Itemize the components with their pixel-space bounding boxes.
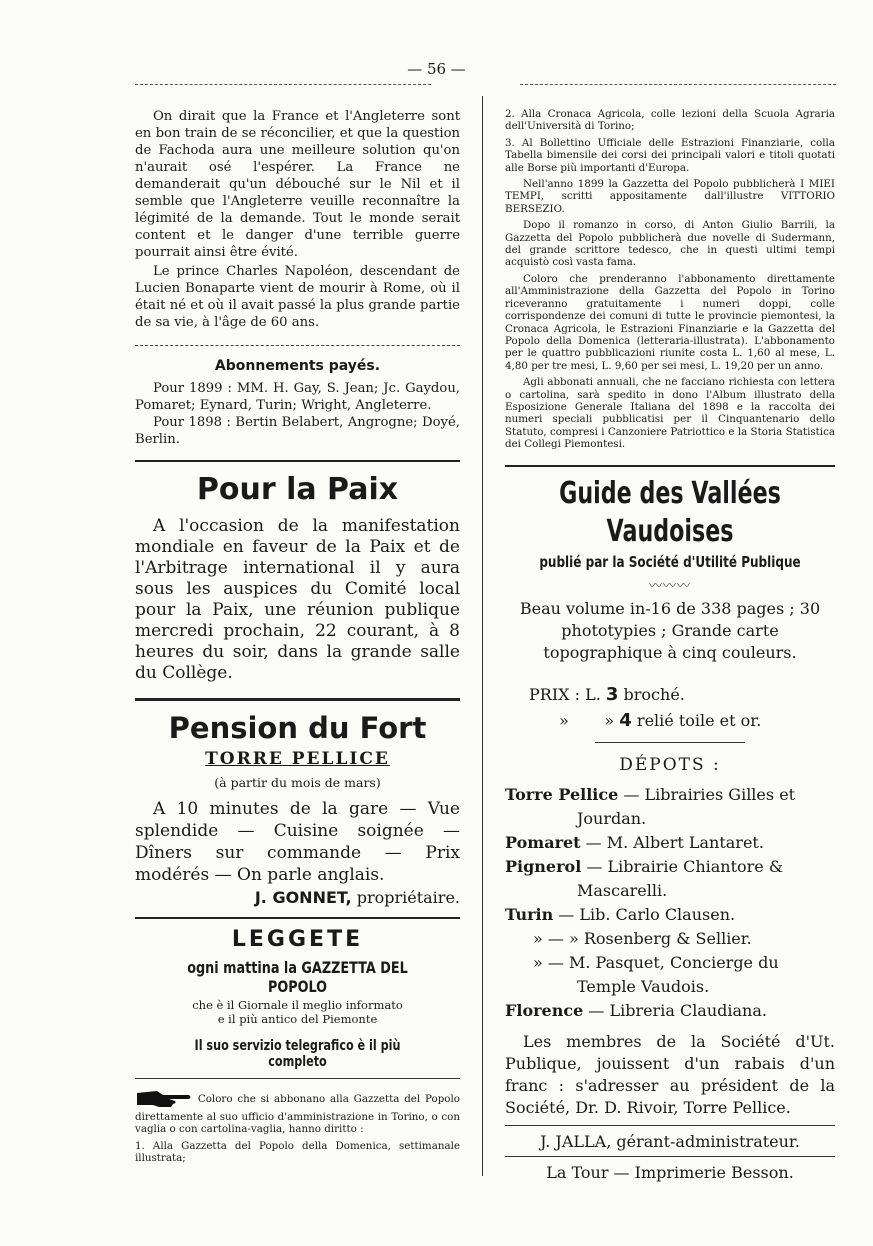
leggete-item-1: 1. Alla Gazzetta del Popolo della Domenica, settimanale illustrata; [135, 1139, 460, 1165]
gerant: J. JALLA, gérant-administrateur. [540, 1131, 800, 1151]
pension-title: Pension du Fort [168, 711, 427, 745]
guide-title: Guide des Vallées Vaudoises [559, 475, 781, 549]
prix-broche-value: 3 [605, 683, 619, 705]
prix-broche [529, 682, 835, 708]
paix-title: Pour la Paix [196, 472, 399, 507]
separator [135, 698, 460, 701]
paragraph-album: Agli abbonati annuali, che ne facciano richiesta con lettera o cartolina, sarà spedito in dono l'Album illustrato della Esposizione Generale Italiana del 1898 e la raccolta dei numeri speciali pubblicatisi per il Cinquantenario dello Statuto, compresi i Canzoniere Patriottico e la Storia Statistica dei Collegi Piemontesi. [505, 376, 835, 451]
prix-block [505, 682, 835, 734]
news-napoleon: Le prince Charles Napoléon, descendant de Lucien Bonaparte vient de mourir à Rome, où il était né et où il avait passé la plus grande partie de sa vie, à l'âge de 60 ans. [135, 264, 460, 330]
depot-text: — Libreria Claudiana. [583, 1000, 767, 1020]
abonnements-title: Abonnements payés. [214, 358, 381, 374]
separator [135, 345, 460, 346]
paragraph-coloro: Coloro che prenderanno l'abbonamento direttamente all'Amministrazione della Gazzetta del Popolo in Torino riceveranno gratuitamente i numeri doppi, colle corrispondenze dei comuni di tutte le provincie piemontesi, la Cronaca Agricola, le Estrazioni Finanziarie e la Gazzetta del Popolo della Domenica (letteraria-illustrata). L'abbonamento per le quattro pubblicazioni riunite costa L. 1,60 al mese, L. 4,80 per tre mesi, L. 9,60 per sei mesi, L. 19,20 per un anno. [505, 272, 835, 372]
prix-relie [529, 708, 835, 734]
separator [135, 1078, 460, 1079]
guide-description: Beau volume in-16 de 338 pages ; 30 phototypies ; Grande carte topographique à cinq couleurs. [519, 598, 821, 662]
depots-list [505, 783, 835, 1023]
ditto-mark: » [604, 710, 615, 730]
pension-text: A 10 minutes de la gare — Vue splendide — Cuisine soignée — Dîners sur commande — Prix modérés — On parle anglais. [135, 799, 460, 885]
abonnements-1898: Pour 1898 : Bertin Belabert, Angrogne; Doyé, Berlin. [135, 415, 460, 447]
depot-text: — » Rosenberg & Sellier. [542, 928, 752, 948]
depot-city: Pomaret [505, 832, 581, 852]
depot-item [505, 951, 835, 999]
depot-item [505, 903, 835, 927]
ditto-mark: » [559, 710, 569, 730]
depot-city: Florence [505, 1000, 584, 1020]
left-column [135, 98, 460, 1165]
paix-text: A l'occasion de la manifestation mondiale en faveur de la Paix et de l'Arbitrage international il y aura sous les auspices du Comité local pour la Paix, une réunion publique mercredi prochain, 22 courant, à 8 heures du soir, dans la grande salle du Collège. [135, 516, 460, 683]
leggete-title: LEGGETE [231, 927, 364, 952]
header-rule-left [135, 84, 431, 85]
header-rule-right [520, 84, 836, 85]
depot-city: » [533, 952, 543, 972]
depot-item [505, 783, 835, 831]
separator [135, 917, 460, 919]
depot-city: Turin [505, 904, 554, 924]
news-fachoda: On dirait que la France et l'Angleterre sont en bon train de se réconcilier, et que la question de Fachoda aura une meilleure solution qu'on n'aurait osé l'espérer. La France ne demanderait qu'un débouché sur le Nil et il semble que l'Angleterre veuille reconnaître la légimité de la demande. Tout le monde serait content et le danger d'une terrible guerre pourrait ainsi être évité. [135, 109, 460, 260]
prix-relie-value: 4 [619, 709, 632, 731]
depots-title: DÉPOTS : [619, 754, 721, 775]
prix-relie-text: relié toile et or. [636, 710, 762, 730]
leggete-line-1: che è il Giornale il meglio informato [192, 998, 403, 1012]
pointing-hand-icon [135, 1087, 193, 1111]
prix-broche-text: broché. [623, 684, 685, 704]
right-column [505, 98, 835, 1183]
page-number: — 56 — [407, 60, 466, 78]
depot-text: — M. Pasquet, Concierge du Temple Vaudois. [542, 952, 779, 996]
depot-text: — M. Albert Lantaret. [580, 832, 764, 852]
membres-note: Les membres de la Société d'Ut. Publique, jouissent d'un rabais d'un franc : s'adresser au président de la Société, Dr. D. Rivoir, Torre Pellice. [505, 1031, 835, 1117]
depot-text: — Lib. Carlo Clausen. [553, 904, 736, 924]
depot-item [505, 999, 835, 1023]
ornament: 〰〰〰 [648, 578, 691, 594]
column-divider [482, 96, 483, 1176]
pension-note: (à partir du mois de mars) [214, 775, 381, 790]
depot-item [505, 927, 835, 951]
imprimerie: La Tour — Imprimerie Besson. [546, 1162, 794, 1182]
paragraph-barrili: Dopo il romanzo in corso, di Anton Giulio Barrili, la Gazzetta del Popolo pubblicherà due novelle di Sudermann, del grande scrittore tedesco, che in questi ultimi tempi acquistò così vasta fama. [505, 219, 835, 269]
leggete-subtitle: ogni mattina la GAZZETTA DEL POPOLO [187, 958, 408, 996]
prix-label: PRIX : [529, 684, 580, 704]
separator [505, 1156, 835, 1157]
depot-item [505, 831, 835, 855]
leggete-abbonamento: Coloro che si abbonano alla Gazzetta del Popolo direttamente al suo ufficio d'amministrazione in Torino, o con vaglia o con cartolina-vaglia, hanno diritto : [135, 1087, 460, 1136]
pension-owner: J. GONNET, [254, 888, 352, 907]
leggete-telegrafico: Il suo servizio telegrafico è il più completo [194, 1038, 401, 1070]
separator [595, 742, 745, 743]
pension-place: TORRE PELLICE [205, 749, 390, 769]
abonnements-1899: Pour 1899 : MM. H. Gay, S. Jean; Jc. Gaydou, Pomaret; Eynard, Turin; Wright, Angleterre. [135, 381, 460, 413]
pension-signature [135, 888, 460, 907]
item-3: 3. Al Bollettino Ufficiale delle Estrazioni Finanziarie, colla Tabella bimensile dei corsi dei principali valori e titoli quotati alle Borse più importanti d'Europa. [505, 136, 835, 174]
depot-text: — Librairies Gilles et Jourdan. [577, 784, 796, 828]
separator [135, 460, 460, 462]
depot-city: Torre Pellice [505, 784, 619, 804]
paragraph-miei-tempi: Nell'anno 1899 la Gazzetta del Popolo pubblicherà I MIEI TEMPI, scritti appositamente dall'illustre VITTORIO BERSEZIO. [505, 178, 835, 215]
depot-city: Pignerol [505, 856, 582, 876]
depot-item [505, 855, 835, 903]
prix-currency: L. [585, 684, 601, 704]
separator [505, 1125, 835, 1126]
guide-subtitle: publié par la Société d'Utilité Publique [539, 552, 801, 571]
leggete-line-2: e il più antico del Piemonte [217, 1012, 378, 1026]
depot-city: » [533, 928, 543, 948]
item-2: 2. Alla Cronaca Agricola, colle lezioni della Scuola Agraria dell'Università di Torino; [505, 108, 835, 133]
depot-text: — Librairie Chiantore & Mascarelli. [577, 856, 784, 900]
separator [505, 465, 835, 467]
pension-owner-role: propriétaire. [356, 888, 460, 907]
